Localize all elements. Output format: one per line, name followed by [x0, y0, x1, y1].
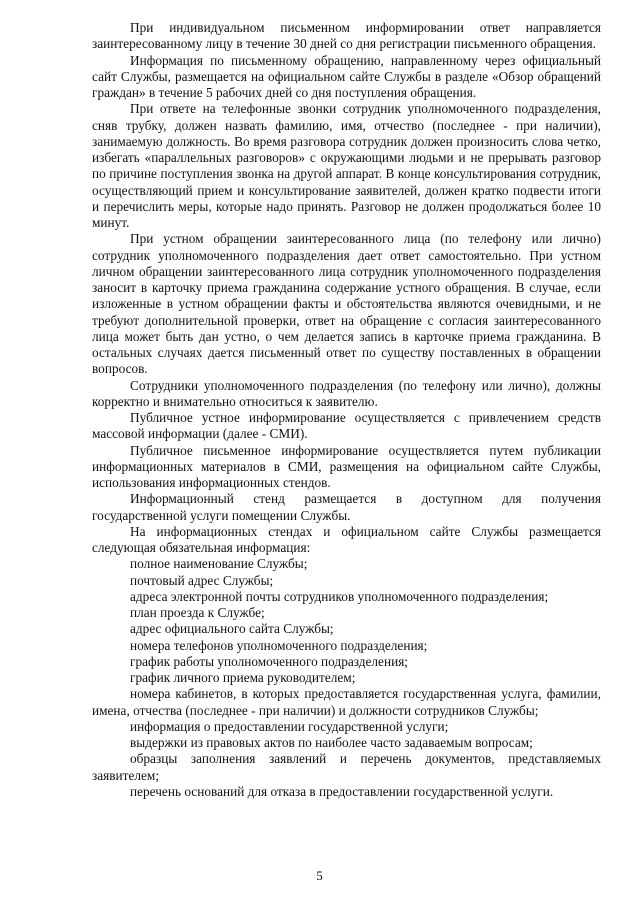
- paragraph: Информационный стенд размещается в доступном для получения государственной услуги помещении Службы.: [92, 491, 601, 523]
- list-item: номера телефонов уполномоченного подразделения;: [130, 637, 428, 653]
- list-item: образцы заполнения заявлений и перечень документов, представляемых заявителем;: [92, 751, 601, 783]
- paragraph: Сотрудники уполномоченного подразделения (по телефону или лично), должны корректно и внимательно относиться к заявителю.: [92, 377, 601, 409]
- document-body: [92, 20, 601, 800]
- required-info-list: [92, 556, 601, 800]
- paragraph: Публичное устное информирование осуществляется с привлечением средств массовой информации (далее - СМИ).: [92, 410, 601, 442]
- list-item: выдержки из правовых актов по наиболее часто задаваемым вопросам;: [130, 735, 533, 750]
- list-item: адреса электронной почты сотрудников уполномоченного подразделения;: [130, 588, 549, 604]
- paragraph: Публичное письменное информирование осуществляется путем публикации информационных материалов в СМИ, размещения на официальном сайте Службы, использования информационных стендов.: [92, 442, 601, 490]
- paragraph: Информация по письменному обращению, направленному через официальный сайт Службы, размещается на официальном сайте Службы в разделе «Обзор обращений граждан» в течение 5 рабочих дней со дня поступления обращения.: [92, 52, 601, 100]
- paragraph: При индивидуальном письменном информировании ответ направляется заинтересованному лицу в течение 30 дней со дня регистрации письменного обращения.: [92, 20, 601, 52]
- list-item: план проезда к Службе;: [130, 605, 265, 620]
- list-item: полное наименование Службы;: [130, 556, 308, 572]
- paragraph: На информационных стендах и официальном сайте Службы размещается следующая обязательная информация:: [92, 523, 601, 555]
- list-item: информация о предоставлении государственной услуги;: [130, 718, 449, 734]
- paragraph: При устном обращении заинтересованного лица (по телефону или лично) сотрудник уполномоченного подразделения дает ответ самостоятельно. При устном личном обращении заинтересованного лица сотрудник уполномоченного подразделения заносит в карточку приема гражданина содержание устного обращения. В случае, если изложенные в устном обращении факты и обстоятельства являются очевидными, и не требуют дополнительной проверки, ответ на обращение с согласия заинтересованного лица может быть дан устно, о чем делается запись в карточке приема гражданина. В остальных случаях дается письменный ответ по существу поставленных в обращении вопросов.: [92, 231, 601, 377]
- paragraph: При ответе на телефонные звонки сотрудник уполномоченного подразделения, сняв трубку, должен назвать фамилию, имя, отчество (последнее - при наличии), занимаемую должность. Во время разговора сотрудник должен произносить слова четко, избегать «параллельных разговоров» с окружающими людьми и не прерывать разговор по причине поступления звонка на другой аппарат. В конце консультирования сотрудник, осуществляющий прием и консультирование заявителей, должен кратко подвести итоги и перечислить меры, которые надо принять. Разговор не должен продолжаться более 10 минут.: [92, 101, 601, 230]
- list-item: номера кабинетов, в которых предоставляется государственная услуга, фамилии, имена, отчества (последнее - при наличии) и должности сотрудников Службы;: [92, 686, 601, 718]
- list-item: адрес официального сайта Службы;: [130, 621, 334, 637]
- list-item: перечень оснований для отказа в предоставлении государственной услуги.: [130, 783, 554, 799]
- list-item: график личного приема руководителем;: [130, 670, 356, 685]
- list-item: почтовый адрес Службы;: [130, 572, 274, 588]
- list-item: график работы уполномоченного подразделения;: [130, 653, 409, 669]
- page-number: 5: [316, 868, 323, 883]
